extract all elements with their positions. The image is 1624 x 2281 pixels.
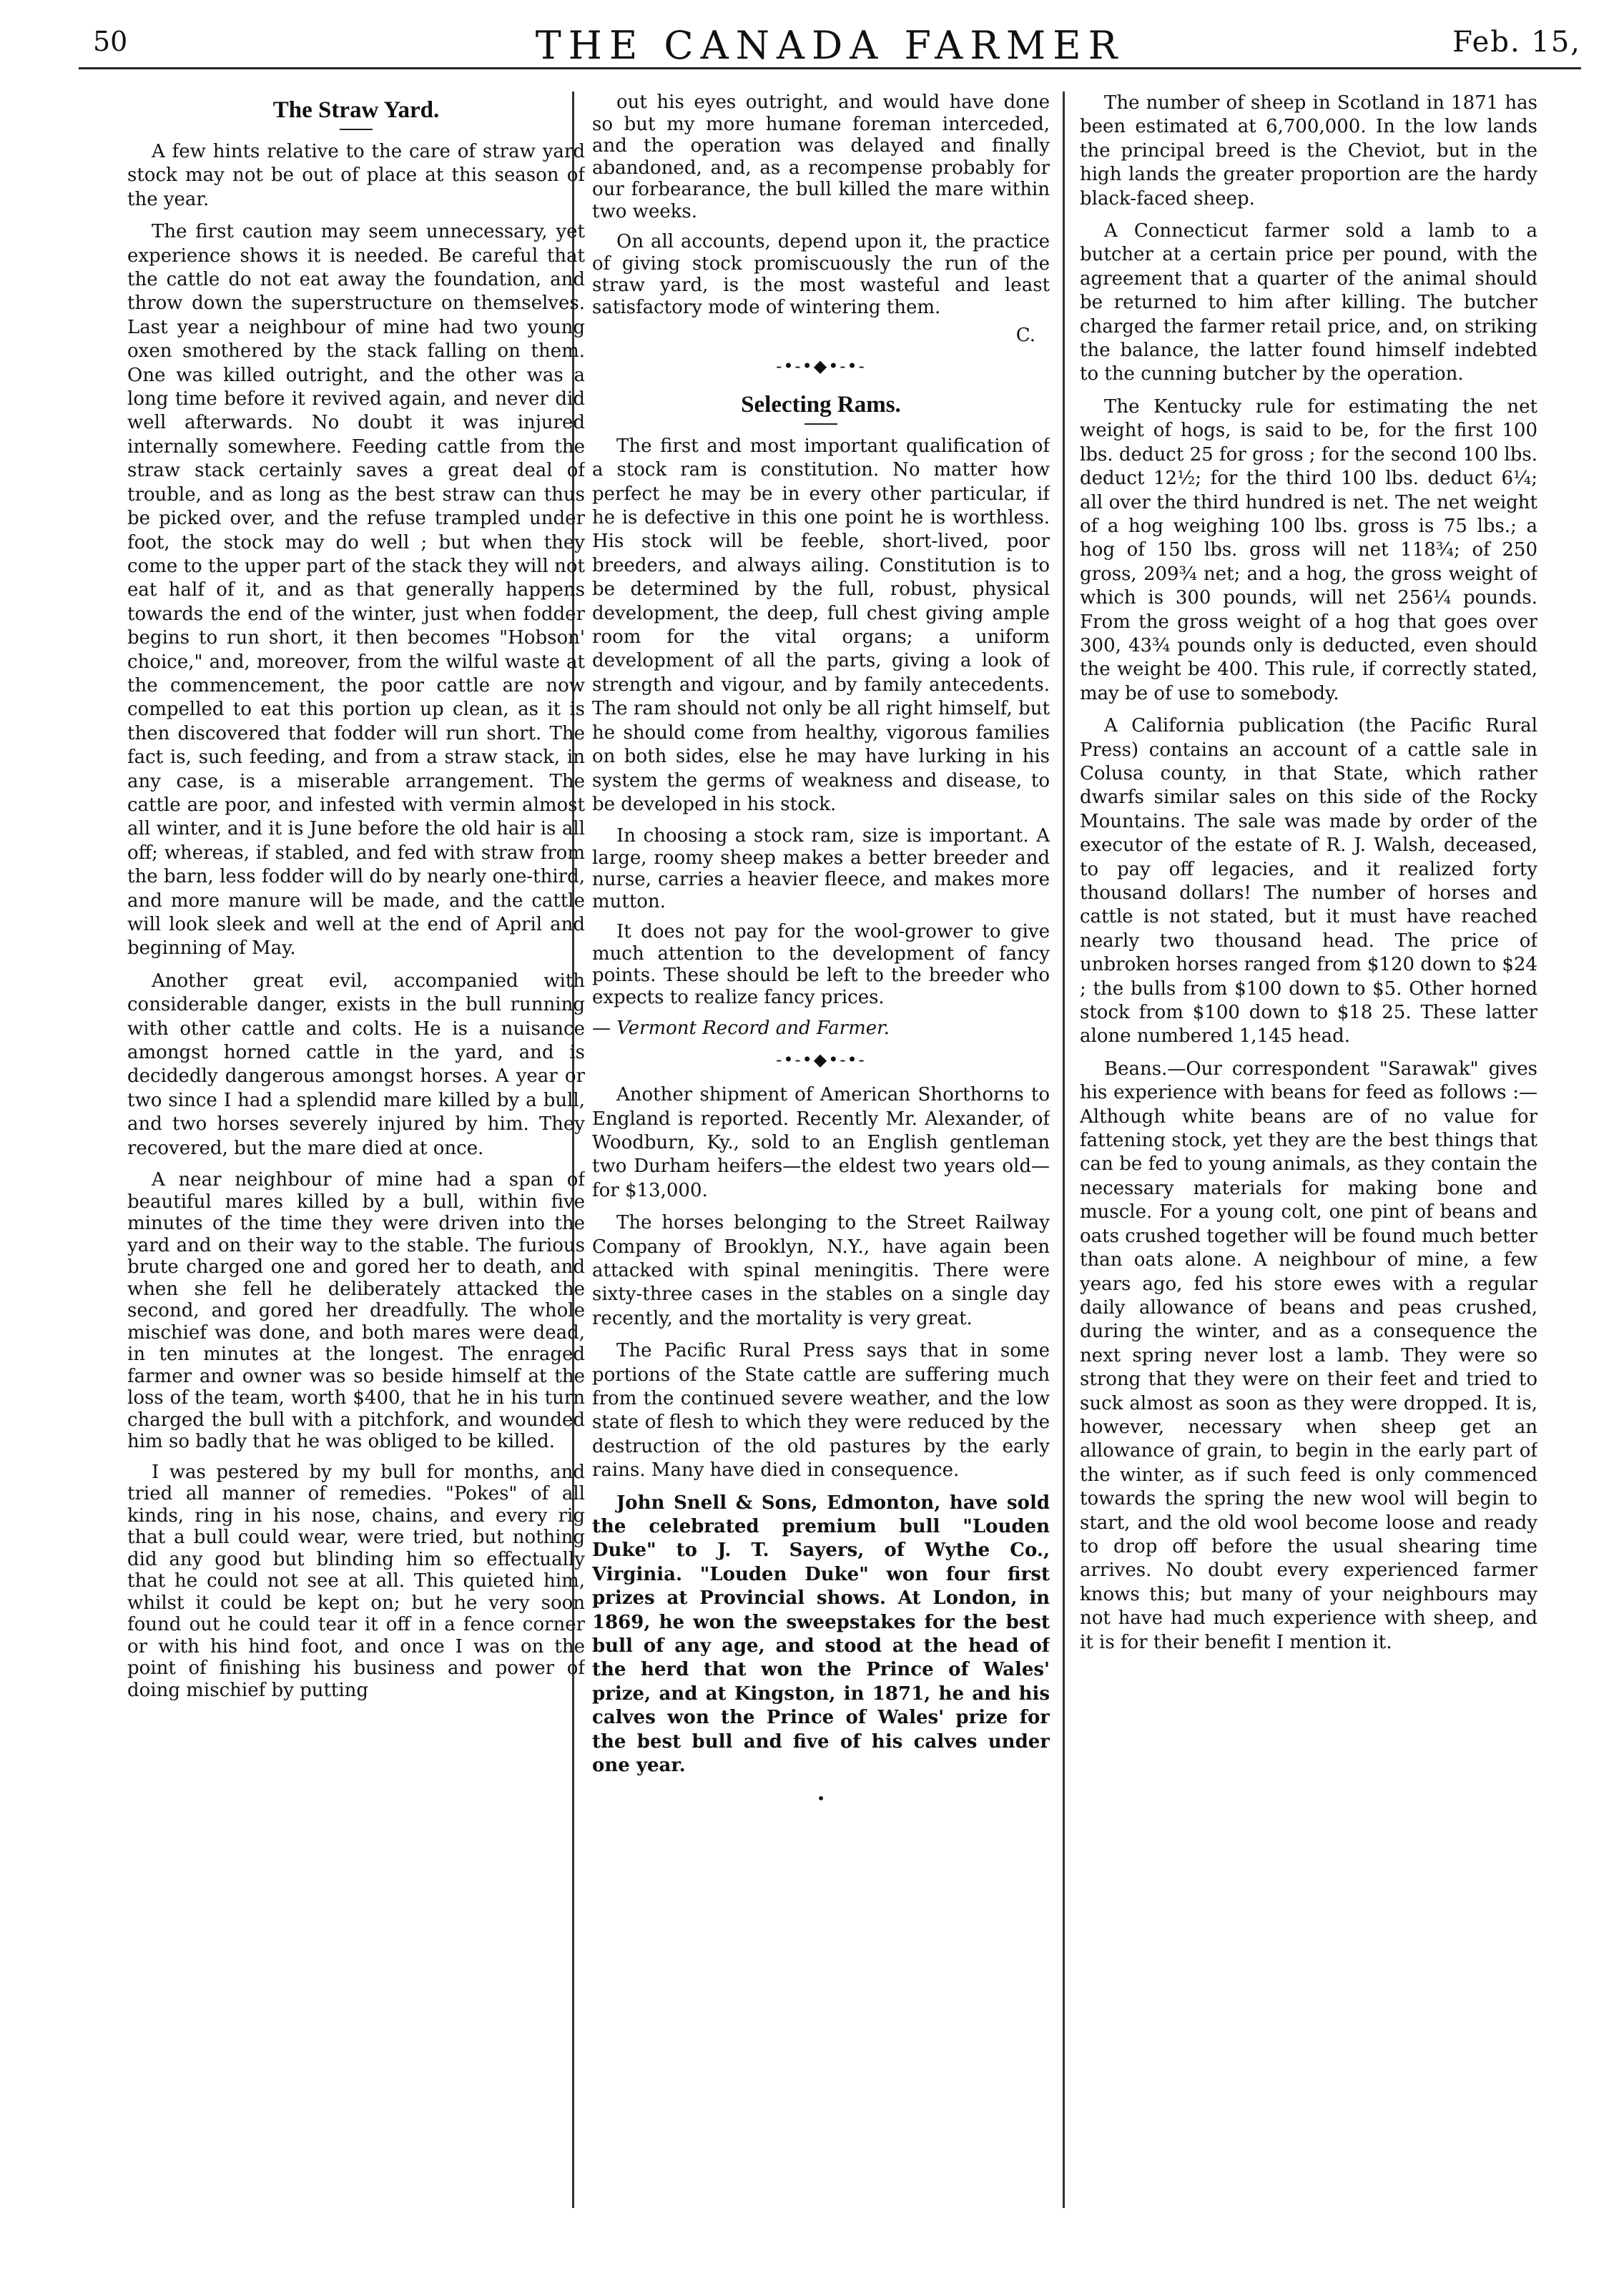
page-header <box>79 23 1581 69</box>
author-signature: C. <box>1015 325 1035 346</box>
page-number: 50 <box>93 26 128 57</box>
article-paragraph: out his eyes outright, and would have done so but my more humane foreman interceded, and the operation was delayed and finally abandoned, and, as a recompense probably for our forbearance, the bull killed the mare within two weeks. <box>592 92 1050 222</box>
section-ornament: -•-•◆•-•- <box>776 1049 866 1070</box>
news-item: The number of sheep in Scotland in 1871 has been estimated at 6,700,000. In the low lands the principal breed is the Cheviot, but in the high lands the greater proportion are the hardy black-faced sheep. <box>1080 92 1537 210</box>
column-2 <box>592 92 1050 2251</box>
column-1 <box>127 92 585 2251</box>
end-mark: • <box>817 1789 825 1807</box>
article-paragraph: On all accounts, depend upon it, the practice of giving stock promiscuously the run of the straw yard, is the most wasteful and least satisfactory mode of wintering them. <box>592 231 1050 318</box>
section-ornament: -•-•◆•-•- <box>776 356 866 377</box>
news-item-beans: Beans.—Our correspondent "Sarawak" gives his experience with beans for feed as follows :—Although white beans are of no value for fattening stock, yet they are the best things that can be fed to young animals, as they contain the necessary materials for making bone and muscle. For a young colt, one pint of beans and oats crushed together will be found much better than oats alone. A neighbour of mine, a few years ago, fed his store ewes with a regular daily allowance of beans and peas crushed, during the winter, and as a consequence the next spring never lost a lamb. They were so strong that they were on their feet and tried to suck almost as soon as they were dropped. It is, however, necessary when sheep get an allowance of grain, to begin in the early part of the winter, as if such feed is only commenced towards the spring the new wool will begin to start, and the old wool become loose and ready to drop off before the usual shearing time arrives. No doubt every experienced farmer knows this; but many of your neighbours may not have had much experience with sheep, and it is for their benefit I mention it. <box>1080 1058 1537 1653</box>
publication-title: THE CANADA FARMER <box>535 23 1125 68</box>
article-paragraph: It does not pay for the wool-grower to give much attention to the development of fancy points. These should be left to the breeder who expects to realize fancy prices. <box>592 921 1050 1008</box>
news-item-snell: John Snell & Sons, Edmonton, have sold the celebrated premium bull "Louden Duke" to J. T. Sayers, of Wythe Co., Virginia. "Louden Duke" won four first prizes at Provincial shows. At London, in 1869, he won the sweepstakes for the best bull of any age, and stood at the head of the herd that won the Prince of Wales' prize, and at Kingston, in 1871, he and his calves won the Prince of Wales' prize for the best bull and five of his calves under one year. <box>592 1492 1050 1777</box>
news-item: A Connecticut farmer sold a lamb to a butcher at a certain price per pound, with the agreement that a quarter of the animal should be returned to him after killing. The butcher charged the farmer retail price, and, on striking the balance, the latter found himself indebted to the cunning butcher by the operation. <box>1080 220 1537 385</box>
issue-date: Feb. 15, <box>1452 26 1581 59</box>
article-paragraph: I was pestered by my bull for months, and tried all manner of remedies. "Pokes" of all kinds, ring in his nose, chains, and every rig that a bull could wear, were tried, but nothing did any good but blinding him so effectually that he could not see at all. This quieted him, whilst it could be kept on; but he very soon found out he could tear it off in a fence corner or with his hind foot, and once I was on the point of finishing his business and power of doing mischief by putting <box>127 1461 585 1701</box>
heading-rule <box>340 129 373 130</box>
article-heading-straw-yard: The Straw Yard. <box>272 97 440 123</box>
article-paragraph: A few hints relative to the care of straw yard stock may not be out of place at this season of the year. <box>127 141 585 210</box>
article-paragraph: Another great evil, accompanied with considerable danger, exists in the bull running with other cattle and colts. He is a nuisance amongst horned cattle in the yard, and is decidedly dangerous amongst horses. A year or two since I had a splendid mare killed by a bull, and two horses severely injured by him. They recovered, but the mare died at once. <box>127 970 585 1159</box>
news-item: The Kentucky rule for estimating the net weight of hogs, is said to be, for the first 100 lbs. deduct 25 for gross ; for the second 100 lbs. deduct 12½; for the third 100 lbs. deduct 6¼; all over the third hundred is net. The net weight of a hog weighing 100 lbs. gross is 75 lbs.; a hog of 150 lbs. gross will net 118¾; of 250 gross, 209¾ net; and a hog, the gross weight of which is 300 pounds, will net 256¼ pounds. From the gross weight of a hog that goes over 300, 43¾ pounds only is deducted, even should the weight be 400. This rule, if correctly stated, may be of use to somebody. <box>1080 395 1537 704</box>
article-credit: — Vermont Record and Farmer. <box>592 1018 890 1040</box>
column-rule <box>1063 92 1065 2208</box>
news-item: The horses belonging to the Street Railway Company of Brooklyn, N.Y., have again been attacked with spinal meningitis. There were sixty-three cases in the stables on a single day recently, and the mortality is very great. <box>592 1212 1050 1329</box>
article-paragraph: The first caution may seem unnecessary, yet experience shows it is needed. Be careful that the cattle do not eat away the foundation, and throw down the superstructure on themselves. Last year a neighbour of mine had two young oxen smothered by the stack falling on them. One was killed outright, and the other was a long time before it revived again, and never did well afterwards. No doubt it was injured internally somewhere. Feeding cattle from the straw stack certainly saves a great deal of trouble, and as long as the best straw can thus be picked over, and the refuse trampled under foot, the stock may do well ; but when they come to the upper part of the stack they will not eat half of it, and as that generally happens towards the end of the winter, just when fodder begins to run short, it then becomes "Hobson' choice," and, moreover, from the wilful waste at the commencement, the poor cattle are now compelled to eat this portion up clean, as it is then discovered that fodder will run short. The fact is, such feeding, and from a straw stack, in any case, is a miserable arrangement. The cattle are poor, and infested with vermin almost all winter, and it is June before the old hair is all off; whereas, if stabled, and fed with straw from the barn, less fodder will do by nearly one-third, and more manure will be made, and the cattle will look sleek and well at the end of April and beginning of May. <box>127 221 585 960</box>
article-paragraph: In choosing a stock ram, size is important. A large, roomy sheep makes a better breeder and nurse, carries a heavier fleece, and makes more mutton. <box>592 825 1050 912</box>
article-paragraph: The first and most important qualification of a stock ram is constitution. No matter how perfect he may be in every other particular, if he is defective in this one point he is worthless. His stock will be feeble, short-lived, poor breeders, and always ailing. Constitution is to be determined by the full, robust, physical development, the deep, full chest giving ample room for the vital organs; a uniform development of all the parts, giving a look of strength and vigour, and by family antecedents. The ram should not only be all right himself, but he should come from healthy, vigorous families on both sides, else he may have lurking in his system the germs of weakness and disease, to be developed in his stock. <box>592 435 1050 815</box>
news-item: The Pacific Rural Press says that in some portions of the State cattle are suffering much from the continued severe weather, and the low state of flesh to which they were reduced by the destruction of the old pastures by the early rains. Many have died in consequence. <box>592 1340 1050 1482</box>
column-3 <box>1080 92 1537 2251</box>
article-heading-selecting-rams: Selecting Rams. <box>741 391 901 418</box>
heading-rule <box>804 423 837 425</box>
news-item: Another shipment of American Shorthorns to England is reported. Recently Mr. Alexander, of Woodburn, Ky., sold to an English gentleman two Durham heifers—the eldest two years old—for $13,000. <box>592 1084 1050 1201</box>
article-paragraph: A near neighbour of mine had a span of beautiful mares killed by a bull, within five minutes of the time they were driven into the yard and on their way to the stable. The furious brute charged one and gored her to death, and when she fell he deliberately attacked the second, and gored her dreadfully. The whole mischief was done, and both mares were dead, in ten minutes at the longest. The enraged farmer and owner was so beside himself at the loss of the team, worth $400, that he in his turn charged the bull with a pitchfork, and wounded him so badly that he was obliged to be killed. <box>127 1169 585 1453</box>
news-item: A California publication (the Pacific Rural Press) contains an account of a cattle sale in Colusa county, in that State, which rather dwarfs similar sales on this side of the Rocky Mountains. The sale was made by order of the executor of the estate of R. J. Walsh, deceased, to pay off legacies, and it realized forty thousand dollars! The number of horses and cattle is not stated, but it must have reached nearly two thousand head. The price of unbroken horses ranged from $120 down to $24 ; the bulls from $100 down to $5. Other horned stock from $100 down to $18 25. These latter alone numbered 1,145 head. <box>1080 715 1537 1048</box>
